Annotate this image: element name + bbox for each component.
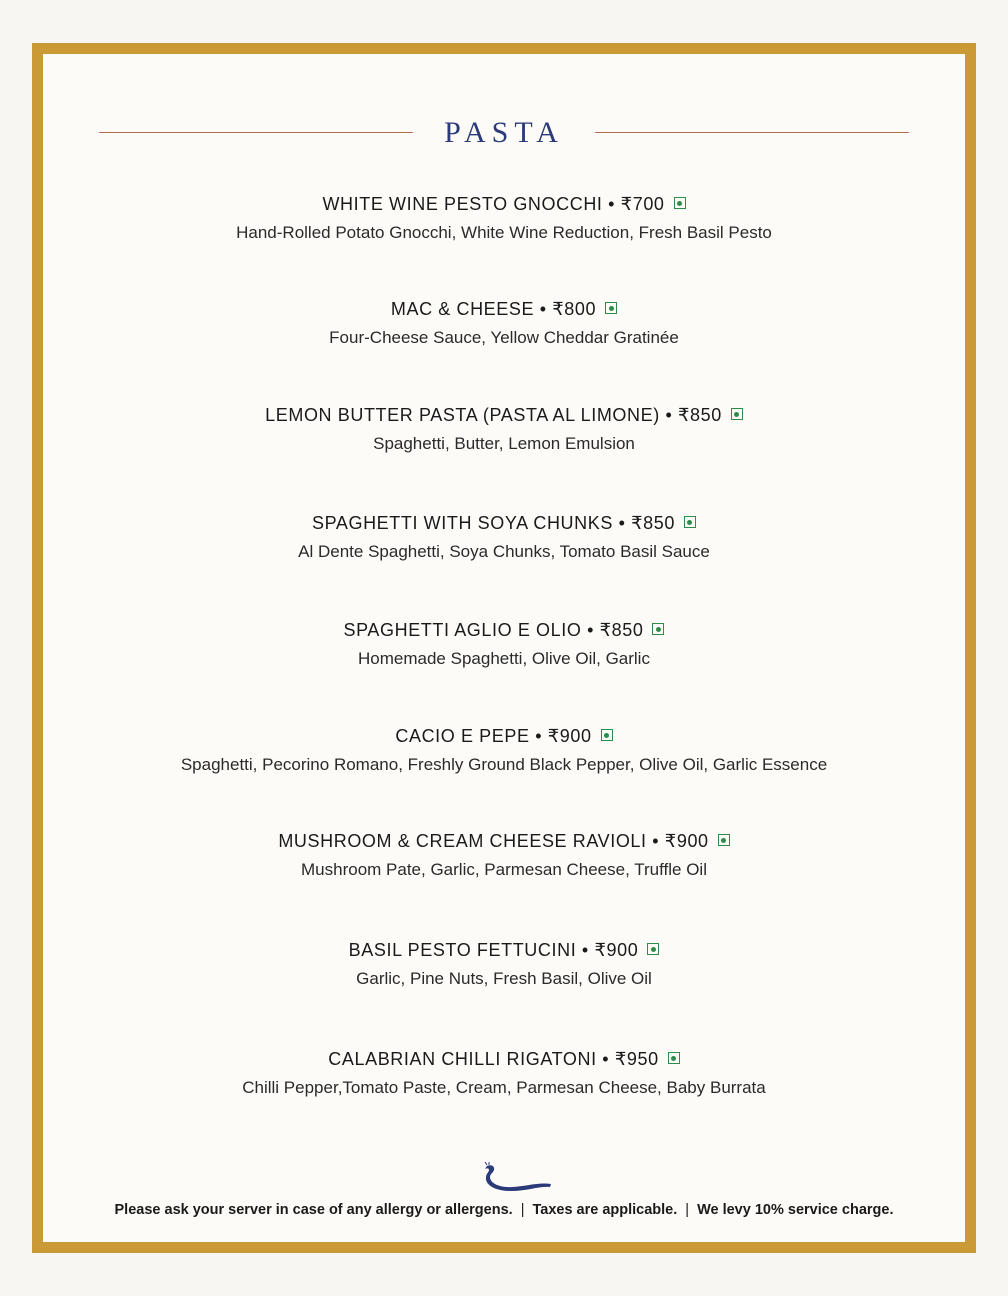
dish-description: Garlic, Pine Nuts, Fresh Basil, Olive Oil [356,969,652,988]
dish-description: Chilli Pepper,Tomato Paste, Cream, Parmesan Cheese, Baby Burrata [242,1078,766,1097]
dish-name: SPAGHETTI AGLIO E OLIO [343,620,582,640]
price-separator: • [618,513,626,533]
footer-divider: | [520,1202,525,1218]
menu-item [43,618,965,671]
peacock-icon [481,1162,553,1194]
dish-price: ₹950 [614,1049,659,1069]
dish-description: Spaghetti, Pecorino Romano, Freshly Ground Black Pepper, Olive Oil, Garlic Essence [180,755,828,774]
page-title: PASTA [444,116,564,149]
dish-name: LEMON BUTTER PASTA (PASTA AL LIMONE) [265,405,660,425]
menu-item-title [43,724,965,748]
dish-price: ₹900 [547,726,592,746]
veg-mark-icon [674,197,686,209]
menu-item-title [43,1047,965,1071]
menu-item [43,403,965,456]
dish-name: MUSHROOM & CREAM CHEESE RAVIOLI [278,831,647,851]
dish-name: WHITE WINE PESTO GNOCCHI [322,194,603,214]
price-separator: • [587,620,594,640]
menu-item-title [43,829,965,853]
menu-frame [32,43,976,1253]
footer-divider: | [685,1202,690,1218]
price-separator: • [608,194,616,214]
menu-item-title [43,511,965,535]
dish-name: BASIL PESTO FETTUCINI [348,940,577,960]
veg-mark-icon [647,943,659,955]
dish-price: ₹850 [599,620,644,640]
dish-name: CALABRIAN CHILLI RIGATONI [328,1049,597,1069]
veg-mark-icon [718,834,730,846]
dish-price: ₹900 [664,831,709,851]
menu-item-title [43,297,965,321]
price-separator: • [602,1049,610,1069]
menu-item [43,724,965,777]
dish-description: Mushroom Pate, Garlic, Parmesan Cheese, Truffle Oil [301,860,707,879]
tax-note: Taxes are applicable. [532,1202,678,1218]
dish-price: ₹850 [677,405,722,425]
menu-item [43,1047,965,1100]
dish-description: Hand-Rolled Potato Gnocchi, White Wine Reduction, Fresh Basil Pesto [236,223,772,242]
price-separator: • [535,726,543,746]
menu-item [43,192,965,245]
menu-item [43,297,965,350]
menu-item-title [43,618,965,642]
menu-item-title [43,938,965,962]
price-separator: • [539,299,547,319]
dish-description: Al Dente Spaghetti, Soya Chunks, Tomato Basil Sauce [298,542,710,561]
menu-item-title [43,192,965,216]
dish-price: ₹900 [594,940,639,960]
veg-mark-icon [652,623,664,635]
price-separator: • [652,831,660,851]
heading-rule-right [595,132,909,133]
price-separator: • [665,405,673,425]
dish-price: ₹850 [631,513,675,533]
menu-item [43,829,965,882]
section-heading [43,113,965,153]
footer-notes [43,1202,965,1218]
dish-description: Spaghetti, Butter, Lemon Emulsion [373,434,635,453]
veg-mark-icon [684,516,696,528]
dish-name: CACIO E PEPE [395,726,530,746]
veg-mark-icon [601,729,613,741]
veg-mark-icon [605,302,617,314]
veg-mark-icon [731,408,743,420]
dish-price: ₹700 [620,194,665,214]
menu-item [43,938,965,991]
menu-item-title [43,403,965,427]
dish-name: MAC & CHEESE [390,299,535,319]
dish-description: Homemade Spaghetti, Olive Oil, Garlic [358,649,650,668]
allergy-note: Please ask your server in case of any allergy or allergens. [114,1202,513,1218]
dish-price: ₹800 [552,299,597,319]
dish-name: SPAGHETTI WITH SOYA CHUNKS [312,513,613,533]
veg-mark-icon [668,1052,680,1064]
service-charge-note: We levy 10% service charge. [697,1202,894,1218]
price-separator: • [581,940,589,960]
dish-description: Four-Cheese Sauce, Yellow Cheddar Gratinée [329,328,679,347]
menu-item [43,511,965,564]
